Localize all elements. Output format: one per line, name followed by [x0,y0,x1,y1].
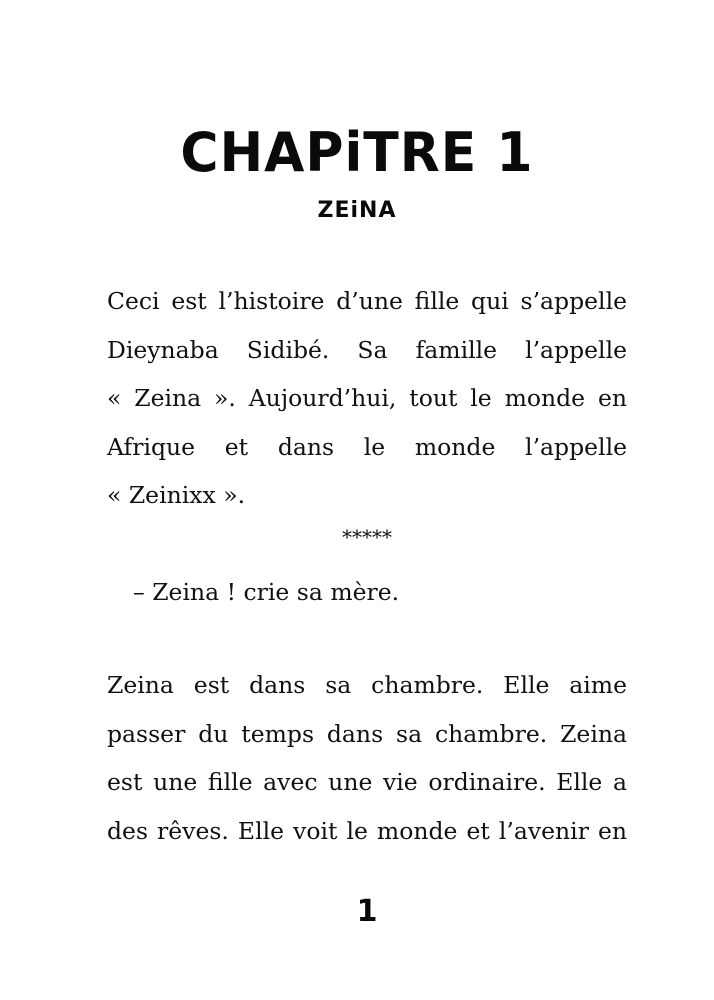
paragraph-line: des rêves. Elle voit le monde et l’avenir en [107,816,627,845]
paragraph-1 [107,277,627,520]
page-number: 1 [356,894,378,929]
chapter-title: CHAPiTRE 1 [180,121,534,185]
scene-separator: ***** [342,525,392,549]
paragraph-line: Afrique et dans le monde l’appelle [107,432,627,461]
paragraph-line: passer du temps dans sa chambre. Zeina [107,719,627,748]
paragraph-2 [107,661,627,855]
paragraph-line: « Zeinixx ». [107,481,246,509]
paragraph-line: Dieynaba Sidibé. Sa famille l’appelle [107,335,627,364]
paragraph-line: « Zeina ». Aujourd’hui, tout le monde en [107,384,627,412]
paragraph-line: Zeina est dans sa chambre. Elle aime [107,671,627,699]
paragraph-line: Ceci est l’histoire d’une fille qui s’appelle [107,287,627,315]
dialogue-line: – Zeina ! crie sa mère. [133,578,400,606]
paragraph-line: est une fille avec une vie ordinaire. Elle a [107,768,627,796]
chapter-subtitle: ZEiNA [317,198,397,223]
